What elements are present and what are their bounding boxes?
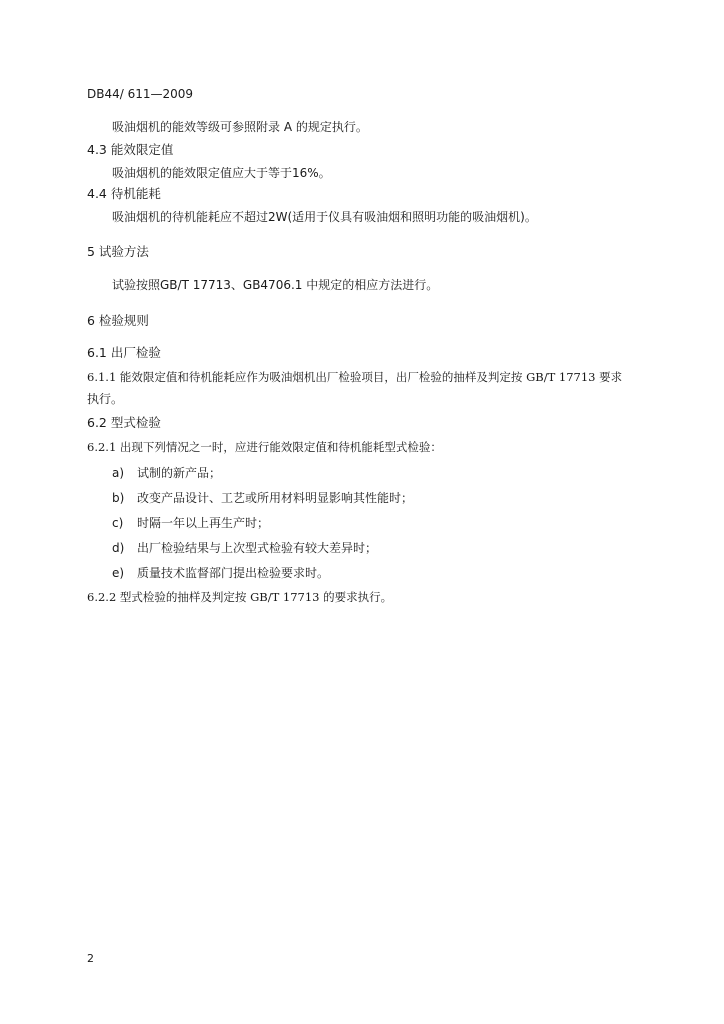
paragraph-4-3: 吸油烟机的能效限定值应大于等于16%。	[112, 166, 331, 180]
heading-6: 6 检验规则	[87, 313, 149, 328]
paragraph-energy-grade: 吸油烟机的能效等级可参照附录 A 的规定执行。	[112, 120, 368, 134]
list-marker: c)	[112, 516, 124, 530]
list-item	[112, 540, 377, 556]
list-text: 出厂检验结果与上次型式检验有较大差异时；	[137, 541, 378, 555]
paragraph-6-1-1-line2: 执行。	[87, 392, 124, 406]
paragraph-6-2-2: 6.2.2 型式检验的抽样及判定按 GB/T 17713 的要求执行。	[87, 590, 393, 604]
heading-5: 5 试验方法	[87, 244, 149, 259]
list-text: 时隔一年以上再生产时；	[137, 516, 270, 530]
list-item	[112, 465, 221, 481]
heading-4-3: 4.3 能效限定值	[87, 142, 174, 157]
list-text: 试制的新产品；	[137, 466, 222, 480]
list-item	[112, 515, 269, 531]
paragraph-5: 试验按照GB/T 17713、GB4706.1 中规定的相应方法进行。	[112, 278, 439, 292]
list-text: 质量技术监督部门提出检验要求时。	[137, 566, 330, 580]
paragraph-6-1-1-line1: 6.1.1 能效限定值和待机能耗应作为吸油烟机出厂检验项目，出厂检验的抽样及判定按 GB/T 17713 要求	[87, 370, 623, 384]
heading-6-1: 6.1 出厂检验	[87, 345, 161, 360]
doc-code-header: DB44/ 611—2009	[87, 87, 194, 101]
paragraph-6-2-1: 6.2.1 出现下列情况之一时，应进行能效限定值和待机能耗型式检验：	[87, 440, 442, 454]
list-marker: b)	[112, 491, 125, 505]
list-marker: d)	[112, 541, 125, 555]
page-number: 2	[87, 952, 94, 965]
list-item	[112, 565, 329, 581]
heading-6-2: 6.2 型式检验	[87, 415, 161, 430]
list-marker: e)	[112, 566, 125, 580]
paragraph-4-4: 吸油烟机的待机能耗应不超过2W(适用于仪具有吸油烟和照明功能的吸油烟机)。	[112, 210, 537, 224]
list-marker: a)	[112, 466, 125, 480]
list-item	[112, 490, 413, 506]
heading-4-4: 4.4 待机能耗	[87, 186, 161, 201]
list-text: 改变产品设计、工艺或所用材料明显影响其性能时；	[137, 491, 414, 505]
